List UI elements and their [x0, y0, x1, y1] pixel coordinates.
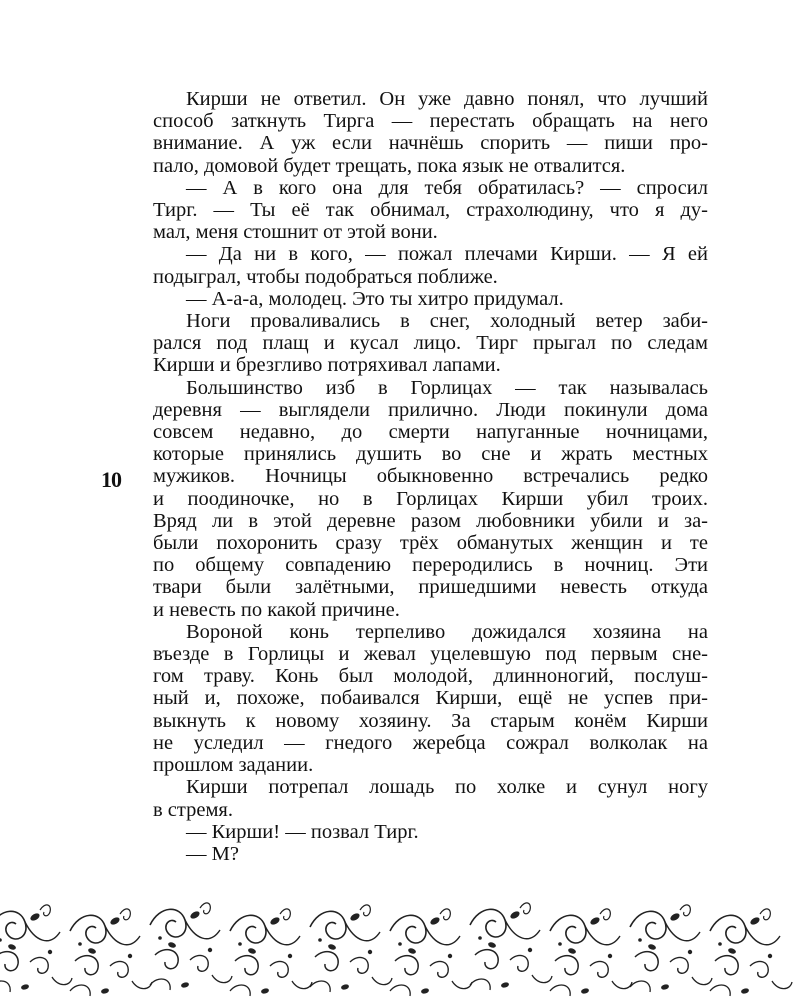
text-line: и невесть по какой причине.: [153, 598, 400, 621]
text-line: — А-а-а, молодец. Это ты хитро придумал.: [186, 287, 564, 310]
text-line: Вряд ли в этой деревне разом любовники убили и за-: [153, 509, 708, 532]
ornament-row: [0, 903, 792, 996]
text-line: Большинство изб в Горлицах — так называлась: [186, 376, 708, 399]
text-line: Кирши не ответил. Он уже давно понял, что лучший: [186, 88, 708, 110]
text-line: деревня — выглядели прилично. Люди покинули дома: [153, 398, 708, 421]
text-line: которые принялись душить во сне и жрать местных: [153, 443, 708, 466]
text-line: — Кирши! — позвал Тирг.: [186, 820, 419, 843]
body-text: [153, 88, 708, 865]
paragraph: [153, 288, 708, 310]
text-line: внимание. А уж если начнёшь спорить — пиши про-: [153, 132, 708, 155]
text-line: Вороной конь терпеливо дожидался хозяина на: [186, 620, 708, 643]
text-line: не уследил — гнедого жеребца сожрал волколак на: [153, 731, 708, 754]
text-line: по общему совпадению переродились в ночниц. Эти: [153, 554, 708, 577]
text-line: гом траву. Конь был молодой, длинноногий, послуш-: [153, 665, 708, 688]
text-line: Тирг. — Ты её так обнимал, страхолюдину, что я ду-: [153, 199, 708, 222]
text-line: пало, домовой будет трещать, пока язык не отвалится.: [153, 154, 626, 177]
text-line: мал, меня стошнит от этой вони.: [153, 221, 438, 244]
text-line: способ заткнуть Тирга — перестать обращать на него: [153, 110, 708, 133]
page-number: 10: [101, 467, 121, 492]
text-line: — А в кого она для тебя обратилась? — спросил: [186, 176, 708, 199]
paragraph: [153, 310, 708, 377]
paragraph: [153, 821, 708, 843]
text-line: — М?: [186, 842, 239, 865]
paragraph: [153, 243, 708, 287]
text-line: рался под плащ и кусал лицо. Тирг прыгал по следам: [153, 332, 708, 355]
text-line: подыграл, чтобы подобраться поближе.: [153, 265, 498, 288]
text-line: совсем недавно, до смерти напуганные ночницами,: [153, 421, 708, 444]
text-line: — Да ни в кого, — пожал плечами Кирши. — Я ей: [186, 243, 708, 266]
paragraph: [153, 88, 708, 177]
text-line: въезде в Горлицы и жевал уцелевшую под первым сне-: [153, 643, 708, 666]
paragraph: [153, 776, 708, 820]
text-line: были похоронить сразу трёх обманутых женщин и те: [153, 532, 708, 555]
text-line: Кирши потрепал лошадь по холке и сунул ногу: [186, 776, 708, 799]
text-line: прошлом задании.: [153, 754, 314, 777]
text-line: твари были залётными, пришедшими невесть откуда: [153, 576, 708, 599]
paragraph: [153, 843, 708, 865]
text-line: Ноги проваливались в снег, холодный ветер заби-: [186, 310, 708, 333]
text-line: ный и, похоже, побаивался Кирши, ещё не успев при-: [153, 687, 708, 710]
text-line: в стремя.: [153, 798, 233, 821]
text-line: выкнуть к новому хозяину. За старым конём Кирши: [153, 709, 708, 732]
text-line: Кирши и брезгливо потряхивал лапами.: [153, 354, 501, 377]
paragraph: [153, 377, 708, 621]
text-line: и поодиночке, но в Горлицах Кирши убил троих.: [153, 487, 708, 510]
paragraph: [153, 177, 708, 244]
text-line: мужиков. Ночницы обыкновенно встречались редко: [153, 465, 708, 488]
paragraph: [153, 621, 708, 776]
floral-border-ornament: [0, 900, 800, 1000]
